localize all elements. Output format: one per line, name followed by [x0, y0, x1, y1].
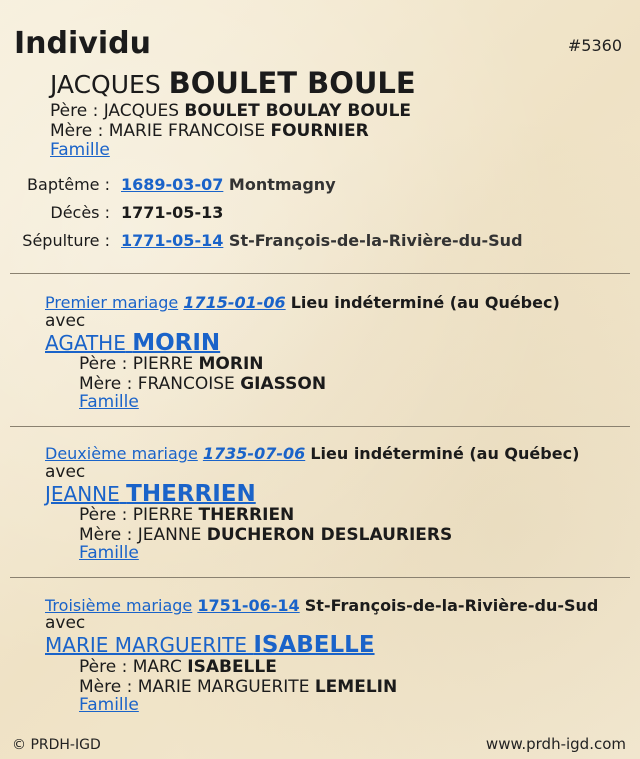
father-surname: MORIN	[198, 354, 264, 374]
father-surname: ISABELLE	[187, 657, 277, 677]
marriage-date-link[interactable]: 1735-07-06	[202, 444, 306, 463]
father-surname: BOULET BOULAY BOULE	[184, 101, 412, 121]
father-surname: THERRIEN	[198, 505, 295, 525]
mother-prefix: Mère :	[79, 525, 133, 545]
marriage-with: avec	[45, 311, 86, 331]
event-label-sepulture: Sépulture :	[22, 231, 110, 250]
father-prefix: Père :	[79, 354, 128, 374]
mother-surname: GIASSON	[240, 374, 327, 394]
spouse-surname: THERRIEN	[126, 481, 256, 507]
marriage-date-link[interactable]: 1715-01-06	[183, 293, 286, 312]
spouse-surname: ISABELLE	[253, 632, 375, 658]
marriage-label-link[interactable]: Premier mariage	[45, 293, 179, 312]
marriage-place: Lieu indéterminé (au Québec)	[290, 293, 560, 312]
marriage-date-link[interactable]: 1751-06-14	[197, 596, 300, 615]
father-prefix: Père :	[50, 101, 99, 121]
event-label-bapteme: Baptême :	[27, 175, 110, 194]
person-family-link[interactable]: Famille	[50, 140, 110, 160]
divider	[10, 273, 630, 274]
mother-surname: FOURNIER	[270, 121, 369, 141]
marriage-header	[45, 444, 579, 463]
marriage-label-link[interactable]: Troisième mariage	[45, 596, 193, 615]
event-place: Montmagny	[228, 175, 336, 194]
marriage-header	[45, 596, 598, 615]
person-mother	[50, 121, 369, 141]
spouse-given-name: MARIE MARGUERITE	[45, 633, 247, 657]
spouse-mother	[79, 374, 326, 394]
website-link[interactable]: www.prdh-igd.com	[485, 735, 626, 753]
father-given-name: JACQUES	[103, 101, 179, 121]
person-father	[50, 101, 411, 121]
event-bapteme	[121, 175, 336, 194]
event-place: St-François-de-la-Rivière-du-Sud	[228, 231, 523, 250]
mother-prefix: Mère :	[79, 374, 133, 394]
spouse-family-link[interactable]: Famille	[79, 392, 139, 412]
spouse-given-name: AGATHE	[45, 331, 126, 355]
spouse-mother	[79, 525, 452, 545]
event-date: 1771-05-13	[121, 203, 224, 222]
person-given-name: JACQUES	[50, 70, 161, 99]
spouse-name-link[interactable]	[45, 330, 220, 356]
event-date-link[interactable]: 1689-03-07	[121, 175, 224, 194]
spouse-given-name: JEANNE	[45, 482, 120, 506]
spouse-father	[79, 505, 294, 525]
event-deces	[121, 203, 223, 222]
spouse-father	[79, 354, 264, 374]
marriage-with: avec	[45, 462, 86, 482]
mother-surname: DUCHERON DESLAURIERS	[206, 525, 453, 545]
father-prefix: Père :	[79, 505, 128, 525]
mother-given-name: MARIE FRANCOISE	[108, 121, 266, 141]
event-label-deces: Décès :	[50, 203, 110, 222]
person-name	[50, 66, 416, 100]
event-date-link[interactable]: 1771-05-14	[121, 231, 224, 250]
father-prefix: Père :	[79, 657, 128, 677]
mother-surname: LEMELIN	[314, 677, 398, 697]
marriage-header	[45, 293, 560, 312]
mother-given-name: FRANCOISE	[137, 374, 235, 394]
spouse-family-link[interactable]: Famille	[79, 695, 139, 715]
father-given-name: MARC	[132, 657, 182, 677]
copyright: © PRDH-IGD	[12, 737, 101, 753]
marriage-place: Lieu indéterminé (au Québec)	[310, 444, 580, 463]
father-given-name: PIERRE	[132, 505, 194, 525]
page-title: Individu	[14, 26, 151, 61]
spouse-family-link[interactable]: Famille	[79, 543, 139, 563]
spouse-name-link[interactable]	[45, 481, 256, 507]
spouse-mother	[79, 677, 397, 697]
divider	[10, 577, 630, 578]
marriage-with: avec	[45, 613, 86, 633]
marriage-label-link[interactable]: Deuxième mariage	[45, 444, 198, 463]
person-surname: BOULET BOULE	[168, 66, 416, 100]
spouse-surname: MORIN	[132, 330, 221, 356]
marriage-place: St-François-de-la-Rivière-du-Sud	[304, 596, 599, 615]
spouse-father	[79, 657, 277, 677]
event-sepulture	[121, 231, 523, 250]
spouse-name-link[interactable]	[45, 632, 375, 658]
mother-given-name: JEANNE	[137, 525, 202, 545]
record-number: #5360	[567, 36, 622, 55]
mother-prefix: Mère :	[79, 677, 133, 697]
mother-prefix: Mère :	[50, 121, 104, 141]
mother-given-name: MARIE MARGUERITE	[137, 677, 310, 697]
divider	[10, 426, 630, 427]
father-given-name: PIERRE	[132, 354, 194, 374]
